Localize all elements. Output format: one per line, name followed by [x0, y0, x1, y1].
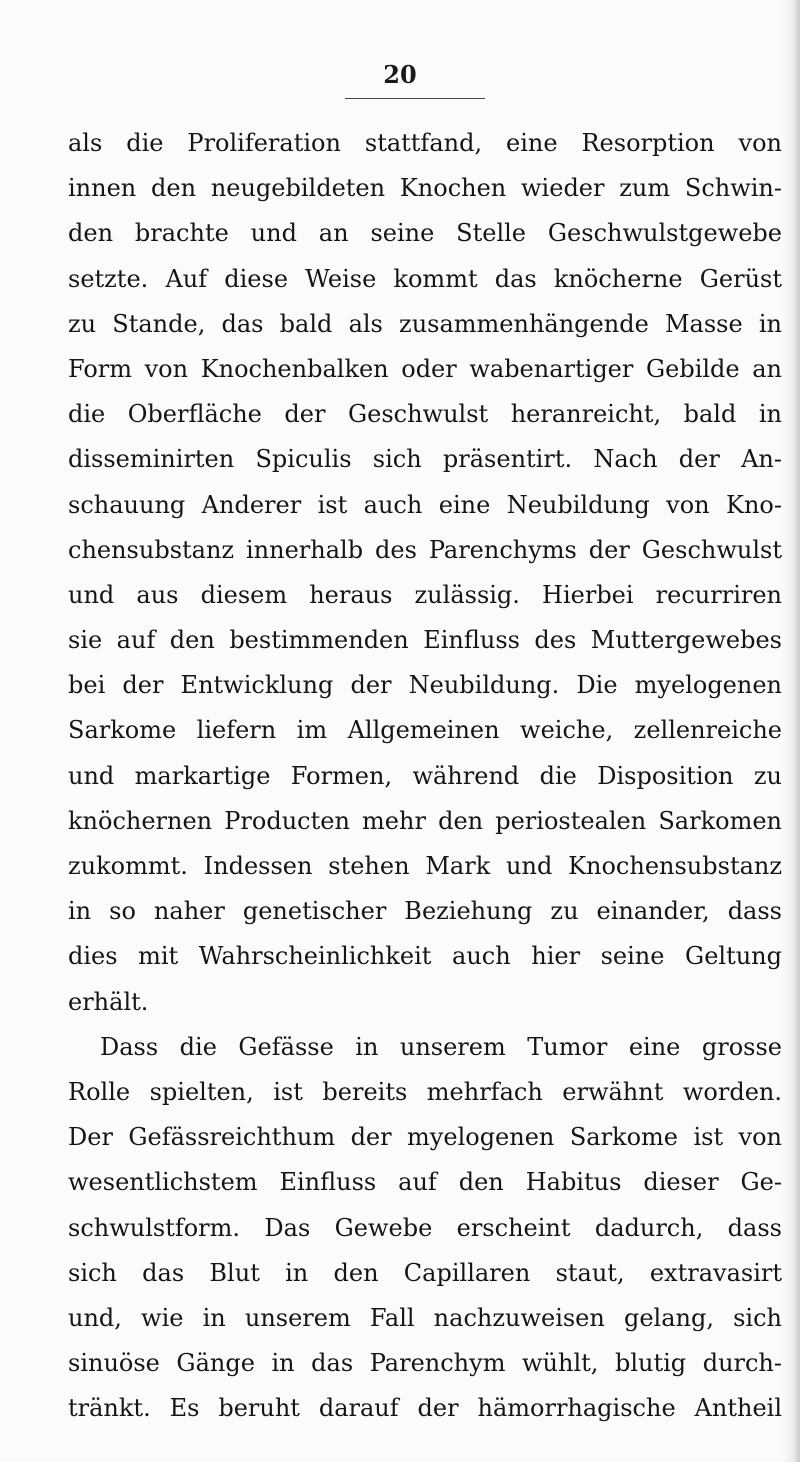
text-line: als die Proliferation stattfand, eine Resorption von: [68, 129, 782, 157]
text-line: Dass die Gefässe in unserem Tumor eine grosse: [100, 1032, 782, 1061]
header-rule: [345, 98, 485, 99]
text-line: setzte. Auf diese Weise kommt das knöcherne Gerüst: [68, 264, 782, 293]
body-text: [68, 121, 782, 1431]
text-line: dies mit Wahrscheinlichkeit auch hier seine Geltung: [68, 942, 782, 971]
text-line: den brachte und an seine Stelle Geschwulstgewebe: [68, 219, 782, 248]
text-line: wesentlichstem Einfluss auf den Habitus dieser Ge-: [68, 1168, 782, 1197]
text-line: Sarkome liefern im Allgemeinen weiche, zellenreiche: [68, 716, 782, 745]
text-line: bei der Entwicklung der Neubildung. Die myelogenen: [68, 671, 782, 700]
text-line: Der Gefässreichthum der myelogenen Sarkome ist von: [68, 1123, 782, 1152]
text-line: sinuöse Gänge in das Parenchym wühlt, blutig durch-: [68, 1349, 782, 1378]
text-line: schwulstform. Das Gewebe erscheint dadurch, dass: [68, 1213, 782, 1242]
text-line: tränkt. Es beruht darauf der hämorrhagische Antheil: [68, 1394, 782, 1423]
text-line: in so naher genetischer Beziehung zu einander, dass: [68, 897, 782, 926]
text-line: sie auf den bestimmenden Einfluss des Muttergewebes: [68, 626, 782, 655]
text-line: Form von Knochenbalken oder wabenartiger Gebilde an: [68, 354, 782, 383]
page-edge-shadow: [782, 0, 800, 1462]
text-line: erhält.: [68, 987, 149, 1016]
text-line: und, wie in unserem Fall nachzuweisen gelang, sich: [68, 1303, 782, 1332]
text-line: schauung Anderer ist auch eine Neubildung von Kno-: [68, 490, 782, 519]
text-line: sich das Blut in den Capillaren staut, extravasirt: [68, 1258, 782, 1287]
text-line: zu Stande, das bald als zusammenhängende Masse in: [68, 309, 782, 338]
text-line: zukommt. Indessen stehen Mark und Knochensubstanz: [68, 852, 782, 880]
text-line: disseminirten Spiculis sich präsentirt. Nach der An-: [68, 445, 782, 474]
text-line: die Oberfläche der Geschwulst heranreicht, bald in: [68, 400, 782, 429]
page-number: 20: [383, 60, 417, 89]
text-line: Rolle spielten, ist bereits mehrfach erwähnt worden.: [68, 1077, 782, 1106]
text-line: chensubstanz innerhalb des Parenchyms der Geschwulst: [68, 535, 782, 564]
text-line: und markartige Formen, während die Disposition zu: [68, 761, 782, 790]
text-line: und aus diesem heraus zulässig. Hierbei recurriren: [68, 580, 782, 609]
text-line: knöchernen Producten mehr den periostealen Sarkomen: [68, 806, 782, 835]
text-line: innen den neugebildeten Knochen wieder zum Schwin-: [68, 174, 782, 203]
